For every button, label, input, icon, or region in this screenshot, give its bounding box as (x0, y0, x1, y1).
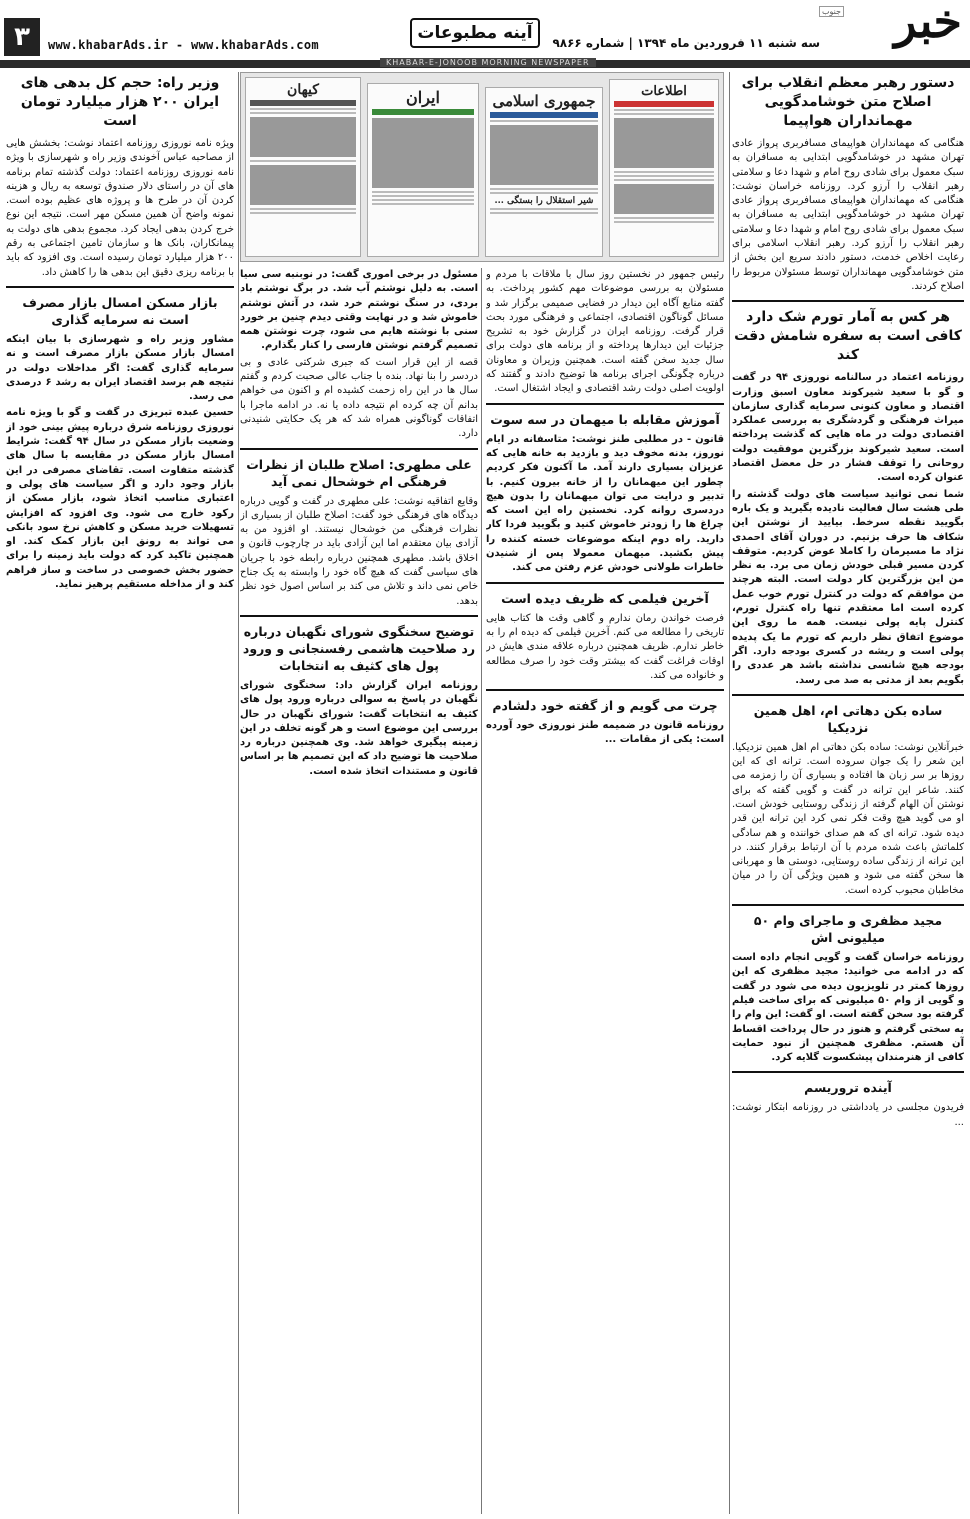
article-body: قانون - در مطلبی طنز نوشت: متاسفانه در ایام نوروز، بدنه مخوف دید و بازدید به خانه هایی که عزیزان بسیاری دارند آمد. ما آکنون فکر کردیم چطور این میهمانان را از خانه بیرون کنیم. با تدبیر و درایت می توان میهمانان را بدون هیچ دردسری روانه کرد. نخستین راه این است که چراغ ها را زودتر خاموش کنید و بگویید فردا کار دارید. راه دوم اینکه موضوعات خسته کننده را پیش بکشید. میهمان معمولا پس از شنیدن خاطرات طولانی خودش عزم رفتن می کند. (486, 433, 724, 574)
article-headline[interactable]: علی مطهری: اصلاح طلبان از نظرات فرهنگی ام خوشحال نمی آید (246, 456, 472, 489)
paper-front-1 (609, 79, 719, 257)
article-headline[interactable]: هر کس به آمار تورم شک دارد کافی است به سفره شامش دقت کند (734, 309, 962, 364)
newspaper-collage (240, 72, 724, 262)
article-body: وقایع اتفاقیه نوشت: علی مطهری در گفت و گویی درباره دیدگاه های فرهنگی خود گفت: اصلاح طلبان از بسیاری از نظرات فرهنگی من خوشحال نیستند. او افزود من به آزادی بیان معتقدم اما این آزادی باید در چارچوب قانون و اخلاق باشد. مطهری همچنین درباره رابطه خود با جریان های سیاسی گفت که هیچ گاه خود را وابسته به یک جناح خاص نمی داند و تلاش می کند بر اساس اصول خود نظر بدهد. (240, 495, 478, 607)
masthead (0, 0, 970, 62)
paper-name: ایران (406, 88, 440, 107)
article-body: ویژه نامه نوروزی روزنامه اعتماد نوشت: بخشش هایی از مصاحبه عباس آخوندی وزیر راه و شهرسازی با ویژه نامه نوروزی روزنامه اعتماد: دولت گذشته تمام برنامه های آن در راستای دلار صندوق توسعه به ریال و هزینه کردن آن در طرح ها و پروژه های عظیم بوده است. نمونه واضح آن همین مسکن مهر است. نتیجه این نوع خرج کردن بدهی ایجاد کرد. مجموع بدهی های دولت به پیمانکاران، بانک ها و سازمان تامین اجتماعی به رقم ۲۰۰ هزار میلیارد تومان رسیده است. وی افزود که باید با برنامه ریزی دقیق این بدهی ها را کاهش داد. (6, 138, 234, 278)
article-headline[interactable]: مجید مظفری و ماجرای وام ۵۰ میلیونی اش (753, 913, 943, 946)
article-body: حسین عبده تبریزی در گفت و گو با ویژه نامه نوروزی روزنامه شرق درباره پیش بینی خود از وضعیت بازار مسکن در سال ۹۴ گفت: شرایط امسال بازار مسکن در مقایسه با سال های گذشته متفاوت است. تقاضای مصرفی در این بازار وجود دارد و اگر سیاست های پولی و اعتباری مناسب اتخاذ شود، بازار مسکن از رکود خارج می شود. وی افزود که افزایش تسهیلات خرید مسکن و کاهش نرخ سود بانکی می تواند به رونق این بازار کمک کند. او همچنین تاکید کرد که دولت باید زمینه را برای حضور بخش خصوصی در ساخت و ساز فراهم کند و از مداخله مستقیم پرهیز نماید. (6, 407, 234, 591)
article-body: روزنامه قانون در ضمیمه طنز نوروزی خود آورده است: یکی از مقامات ... (486, 720, 724, 746)
middle-column-2 (240, 268, 478, 1514)
middle-column-1 (486, 268, 724, 1514)
logo-word: خبر (894, 0, 962, 48)
article-body: هنگامی که مهمانداران هواپیمای مسافربری پرواز عادی تهران مشهد در خوشامدگویی ابتدایی به مسافران به سبک معمول برای شادی روح امام و شهدا دعا و سلامتی رهبر انقلاب را آرزو کرد. روزنامه خراسان نوشت: هنگامی که مهمانداران هواپیمای مسافربری پرواز عادی تهران مشهد در خوشامدگویی ابتدایی به مسافران به سبک معمول برای شادی روح امام و شهدا دعا و سلامتی رهبر انقلاب را آرزو کرد. رهبر انقلاب اسلامی برای رعایت اخلاص خدمت، دستور دادند سریع این بخش از متن خوشامدگویی مهمانداران توسط مسئولان مربوط را اصلاح کردند. (732, 138, 964, 292)
article-headline[interactable]: آینده تروریسم (804, 1080, 892, 1096)
article-body: فرصت خواندن رمان ندارم و گاهی وقت ها کتاب هایی تاریخی را مطالعه می کنم. آخرین فیلمی که دیده ام را به خاطر ندارم. ظریف همچنین درباره علاقه مندی هایش در اوقات فراغت گفت که بیشتر وقت خود را صرف مطالعه و خانواده می کند. (486, 612, 724, 681)
article-body: قصه از این قرار است که جبری شرکتی عادی و بی دردسر را بنا نهاد. بنده با جناب عالی صحبت کردم و گفتم سال ها در این راه زحمت کشیده ام و اکنون می خواهم بدانم آن چه کرده ام نتیجه داده یا نه. در ادامه ماجرا با اتفاقات گوناگونی همراه شد که هر یک حکایتی شنیدنی دارد. (240, 356, 478, 440)
article-headline[interactable]: آموزش مقابله با میهمان در سه سوت (490, 411, 720, 427)
paper-front-3 (367, 83, 479, 257)
logo-tag: جنوب (819, 6, 844, 17)
article-lead: مشاور وزیر راه و شهرسازی با بیان اینکه امسال بازار مسکن بازار مصرف است و نه سرمایه گذاری گفت: اگر مداخلات دولت در نتیجه هم برسد اقتصاد ایران به رشد ۶ درصدی می رسد. (6, 333, 234, 403)
article-headline[interactable]: ساده بکن دهاتی ام، اهل همین نزدیکیا (753, 702, 943, 735)
article-body: روزنامه ایران گزارش داد: سخنگوی شورای نگهبان در پاسخ به سوالی درباره ورود پول های کثیف به انتخابات گفت: شورای نگهبان در حال بررسی این موضوع است و هر گونه تخلف در این زمینه پیگیری خواهد شد. وی همچنین درباره رد صلاحیت ها توضیح داد که این تصمیم ها بر اساس قانون و مستندات اتخاذ شده است. (240, 679, 478, 777)
article-headline[interactable]: دستور رهبر معظم انقلاب برای اصلاح متن خوشامدگویی مهمانداران هواپیما (741, 75, 955, 129)
right-column (732, 72, 964, 1514)
paper-front-2 (485, 87, 603, 257)
article-lead: روزنامه اعتماد در سالنامه نوروزی ۹۴ در گفت و گو با سعید شیرکوند معاون اسبق وزارت اقتصاد و معاون کنونی سرمایه گذاری سازمان میراث فرهنگی و گردشگری به بررسی عملکرد اقتصادی دولت در ماه هایی که گذشت پرداخته است. سعید شیرکوند بزرگترین موفقیت دولت روحانی را توقف فشار در حل معضل اقتصاد عنوان کرده است. (732, 372, 964, 484)
header-strip-text: KHABAR-E-JONOOB MORNING NEWSPAPER (380, 58, 596, 67)
site-url[interactable]: www.khabarAds.ir - www.khabarAds.com (48, 38, 319, 52)
paper-headline: شیر استقلال را بستگی ... (494, 196, 594, 206)
article-headline[interactable]: بازار مسکن امسال بازار مصرف است نه سرمایه گذاری (22, 294, 218, 327)
column-divider (481, 268, 482, 1514)
article-headline[interactable]: چرت می گویم و از گفته خود دلشادم (492, 698, 718, 714)
article-body: شما نمی توانید سیاست های دولت گذشته را طی هشت سال فعالیت نادیده بگیرید و یک باره بگویید نقطه سرخط. بیایید از نوشتن این شکاف ها حرف بزنیم. در دوران آقای احمدی نژاد ما مسیرمان را کاملا عوض کردیم. متوقف کردن مسیر قبلی خودش زمان می برد. به نظر من این بزرگترین کار دولت است. البته هرچند من موافقم که دولت در کنترل تورم خوب عمل کرده است اما معتقدم تنها راه کنترل تورم، کنترل پایه پولی نیست. همه ما روی این موضوع اتفاق نظر داریم که تورم ما یک پدیده پولی است و ریشه در کسری بودجه دارد. اگر بودجه هیچ شانسی نداشته باشد هر عددی را بگویم بعد از مدتی به صد می رسد. (732, 488, 964, 686)
article-headline[interactable]: توضیح سخنگوی شورای نگهبان درباره رد صلاحیت هاشمی رفسنجانی و ورود پول های کثیف به انتخابات (242, 623, 476, 673)
article-lead: مسئول در برخی اموری گفت: در نوبنبه سی سیا است. به دلیل نوشتم آب شد. در برگ نوشتم باد بردی، در سنگ نوشتم خرد شد، در آتش نوشتم خاموش شد و در نهایت وقتی دیدم چنین بر خورد سنی با نوشته هایم می شود، چرت نوشتن همه تصمیم گرفتم نوشتن فارسی را کنار بگذارم. (240, 269, 478, 352)
paper-front-4 (245, 77, 361, 257)
article-body: روزنامه خراسان گفت و گویی انجام داده است که در ادامه می خوانید: مجید مظفری که این روزها کمتر در تلویزیون دیده می شود در گفت و گویی از وام ۵۰ میلیونی که برای ساخت فیلم گرفته بود سخن گفته است. او گفت: این وام را به سختی گرفتم و هنوز در حال پرداخت اقساط آن هستم. مظفری همچنین از نبود حمایت کافی از هنرمندان پیشکسوت گلایه کرد. (732, 952, 964, 1064)
left-column (6, 72, 234, 1514)
paper-name: کیهان (287, 82, 319, 98)
column-divider (729, 72, 730, 1514)
paper-name: جمهوری اسلامی (492, 92, 596, 110)
article-body: فریدون مجلسی در یادداشتی در روزنامه ابتکار نوشت: ... (732, 1102, 964, 1128)
dateline: سه شنبه ۱۱ فروردین ماه ۱۳۹۴ | شماره ۹۸۶۶ (552, 36, 820, 50)
page-number: ۳ (4, 18, 40, 56)
article-body: خبرآنلاین نوشت: ساده بکن دهاتی ام اهل همین نزدیکیا. این شعر را یک جوان سروده است. ترانه ای که این روزها بر سر زبان ها افتاده و بسیاری آن را زمزمه می کنند. شاعر این ترانه در گفت و گویی گفته که برای نوشتن آن الهام گرفته از زندگی روستایی خودش است. او می گوید هیچ وقت فکر نمی کرد این ترانه این قدر دیده شود. ترانه ای که هم صدای خواننده و هم سادگی کلماتش باعث شده مردم با آن ارتباط برقرار کنند. در این ترانه از زندگی ساده روستایی، دوستی ها و مهربانی ها سخن گفته می شود و همین ویژگی آن را در میان مخاطبان محبوب کرده است. (732, 741, 964, 896)
article-headline[interactable]: وزیر راه: حجم کل بدهی های ایران ۲۰۰ هزار میلیارد تومان است (20, 75, 220, 129)
article-headline[interactable]: آخرین فیلمی که ظریف دیده است (501, 590, 709, 606)
column-divider (238, 72, 239, 1514)
section-title: آینه مطبوعات (410, 18, 540, 48)
paper-name: اطلاعات (641, 84, 687, 99)
article-body: رئیس جمهور در نخستین روز سال با ملاقات با مردم و مسئولان به بررسی موضوعات مهم کشور پرداخت. به گفته منابع آگاه این دیدار در فضایی صمیمی برگزار شد و مسائل گوناگون اقتصادی، اجتماعی و فرهنگی مورد بحث قرار گرفت. روزنامه ایران در گزارش خود به تشریح جزئیات این دیدارها پرداخته و از برنامه های دولت برای سال جدید سخن گفته است. همچنین وزیران و معاونان درباره چگونگی اجرای برنامه ها توضیح دادند و گفتند که اولویت اصلی دولت رشد اقتصادی و ایجاد اشتغال است. (486, 269, 724, 395)
